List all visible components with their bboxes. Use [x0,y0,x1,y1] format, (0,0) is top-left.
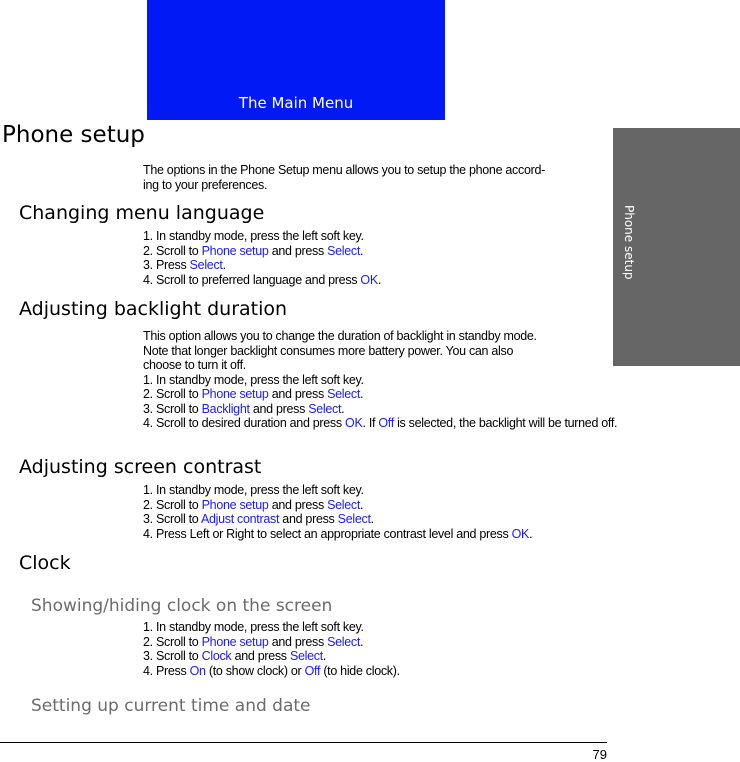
text-segment: and press [268,497,328,512]
page-title: Phone setup [2,122,145,148]
text-line [143,244,613,259]
text-segment: 1. In standby mode, press the left soft key. [143,229,364,243]
menu-term: OK [345,416,363,430]
text-segment: 2. Scroll to [143,387,202,401]
text-line [143,229,613,244]
text-segment: and press [268,634,328,649]
text-segment: ing to your preferences. [143,177,268,192]
text-segment: . [360,634,364,649]
intro-paragraph [143,163,613,192]
heading-changing-menu-language: Changing menu language [19,202,265,224]
text-line [143,664,613,679]
text-segment: and press [249,401,309,416]
text-segment: 2. Scroll to [143,634,202,649]
text-segment: . [360,387,364,401]
text-line [143,387,613,402]
text-segment: . [360,497,364,512]
menu-term: Clock [201,649,232,663]
menu-term: Phone setup [201,497,269,512]
text-segment: 3. Scroll to [143,512,201,526]
text-segment: This option allows you to change the duration of backlight in standby mode. [143,329,537,343]
menu-term: Phone setup [201,634,269,649]
menu-term: Select [289,649,323,663]
menu-term: Off [378,416,394,430]
menu-term: OK [511,526,530,541]
text-line [143,527,613,542]
text-segment: 3. Scroll to [143,401,202,416]
text-segment: 1. In standby mode, press the left soft key. [143,372,364,387]
page-number: 79 [592,747,607,762]
chapter-side-tab [613,128,740,366]
text-segment: Note that longer backlight consumes more battery power. You can also [143,343,514,358]
backlight-text [143,329,618,431]
text-segment: 2. Scroll to [143,497,202,512]
text-segment: . [360,243,364,258]
text-segment: 4. Scroll to preferred language and press [143,272,361,287]
text-line [143,512,613,527]
menu-term: Phone setup [201,243,269,258]
text-segment: 4. Scroll to desired duration and press [143,416,346,430]
text-line [143,329,613,344]
text-segment: 1. In standby mode, press the left soft key. [143,483,364,497]
text-line [143,344,613,359]
text-line [143,373,613,388]
text-segment: 3. Press [143,258,190,272]
text-segment: 2. Scroll to [143,243,202,258]
text-line [143,402,613,417]
text-line [143,649,613,664]
text-segment: . [377,272,382,287]
text-segment: (to show clock) or [205,663,305,678]
text-segment: 1. In standby mode, press the left soft key. [143,620,364,634]
text-segment: . [322,649,327,663]
heading-screen-contrast: Adjusting screen contrast [19,456,262,478]
text-segment: (to hide clock). [320,663,400,678]
side-tab-label: Phone setup [622,205,636,280]
text-segment: and press [231,649,290,663]
contrast-steps [143,483,613,541]
heading-backlight-duration: Adjusting backlight duration [19,298,288,320]
menu-term: Phone setup [201,387,269,401]
text-line [143,416,620,431]
clock-steps [143,620,613,678]
text-segment: and press [268,243,328,258]
text-line [143,273,613,288]
heading-clock: Clock [19,552,71,574]
text-line [143,358,613,373]
menu-term: Select [327,634,361,649]
heading-show-hide-clock: Showing/hiding clock on the screen [31,596,333,616]
menu-term: Backlight [201,401,250,416]
text-line [143,498,613,513]
menu-term: Select [189,258,223,272]
menu-term: Select [337,512,371,526]
menu-term: Select [308,401,342,416]
text-line [143,635,613,650]
text-line [143,620,613,635]
text-segment: is selected, the backlight will be turned off. [393,416,618,430]
footer-rule [0,742,607,743]
text-segment: and press [268,387,328,401]
language-steps [143,229,613,287]
text-line [143,483,613,498]
text-segment: . [222,258,226,272]
text-line [143,178,613,193]
text-segment: choose to turn it off. [143,358,246,372]
menu-term: Select [327,243,361,258]
text-line [143,258,613,273]
text-segment: . [529,526,533,541]
menu-term: Off [304,663,321,678]
heading-time-date: Setting up current time and date [31,696,311,716]
text-segment: and press [279,512,338,526]
text-segment: . [341,401,345,416]
menu-term: Select [327,497,361,512]
menu-term: OK [360,272,378,287]
menu-term: On [189,663,206,678]
text-segment: 4. Press Left or Right to select an appropriate contrast level and press [143,526,512,541]
text-segment: . [370,512,374,526]
text-line [143,163,613,178]
text-segment: . If [362,416,379,430]
main-menu-banner [147,0,445,120]
menu-term: Select [327,387,361,401]
text-segment: 4. Press [143,663,190,678]
menu-term: Adjust contrast [200,512,280,526]
text-segment: 3. Scroll to [143,649,202,663]
text-segment: The options in the Phone Setup menu allows you to setup the phone accord- [143,163,545,177]
banner-title: The Main Menu [238,94,354,112]
